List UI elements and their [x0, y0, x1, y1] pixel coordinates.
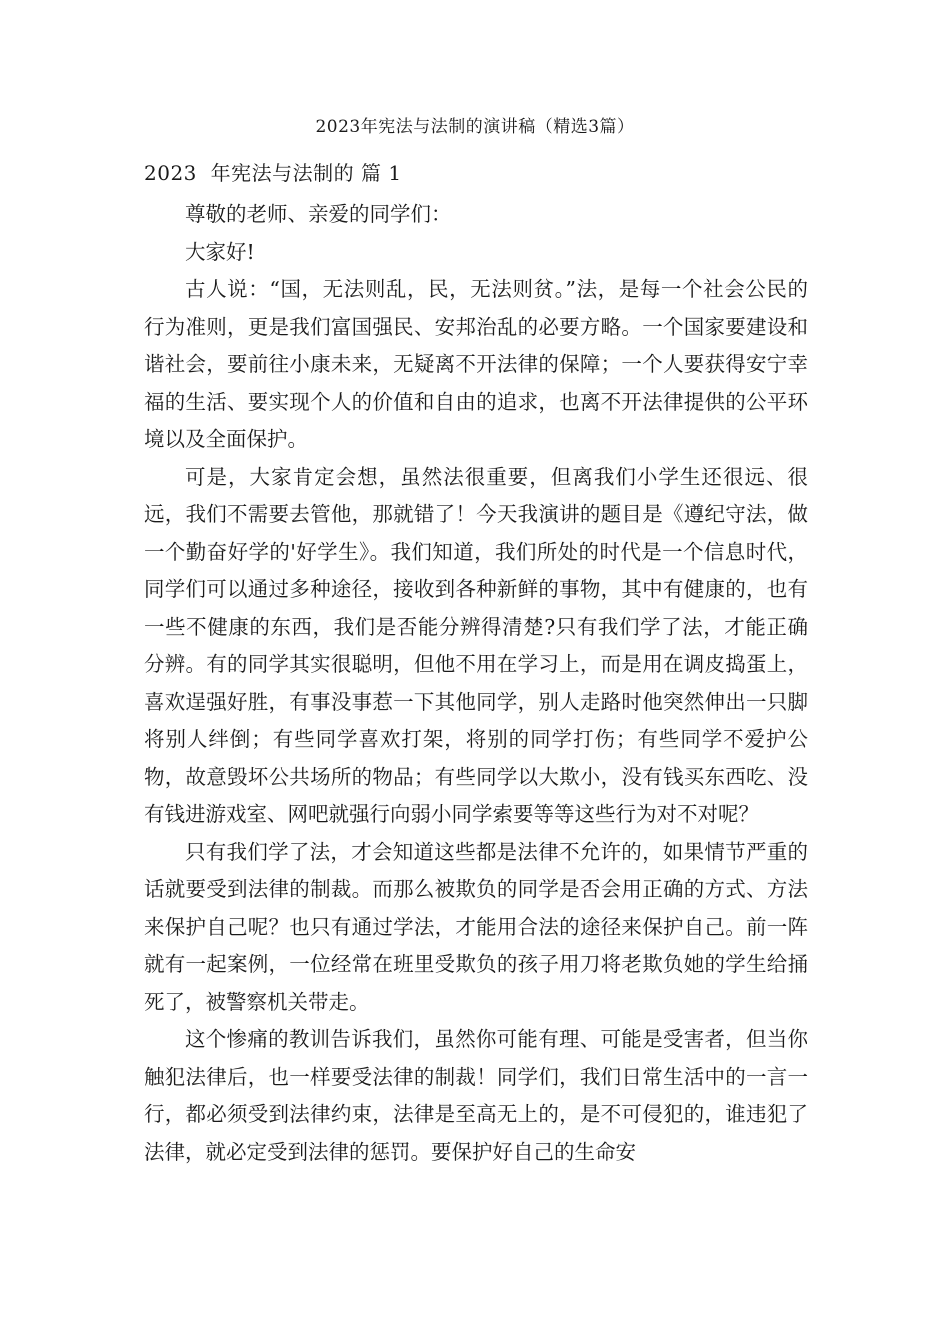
paragraph: 这个惨痛的教训告诉我们，虽然你可能有理、可能是受害者，但当你触犯法律后，也一样要受法律的制裁！同学们，我们日常生活中的一言一行，都必须受到法律约束，法律是至高无上的，是不可侵犯的，谁违犯了法律，就必定受到法律的惩罚。要保护好自己的生命安	[144, 1027, 808, 1164]
paragraph-greeting: 大家好!	[185, 239, 255, 264]
document-body	[144, 196, 808, 1171]
paragraph: 古人说：“国，无法则乱，民，无法则贫。”法，是每一个社会公民的行为准则，更是我们富国强民、安邦治乱的必要方略。一个国家要建设和谐社会，要前往小康未来，无疑离不开法律的保障；一个人要获得安宁幸福的生活、要实现个人的价值和自由的追求，也离不开法律提供的公平环境以及全面保护。	[144, 277, 808, 451]
document-title: 2023年宪法与法制的演讲稿（精选3篇）	[315, 117, 635, 137]
paragraph: 可是，大家肯定会想，虽然法很重要，但离我们小学生还很远、很远，我们不需要去管他，那就错了！今天我演讲的题目是《遵纪守法，做一个勤奋好学的'好学生》。我们知道，我们所处的时代是一个信息时代，同学们可以通过多种途径，接收到各种新鲜的事物，其中有健康的，也有一些不健康的东西，我们是否能分辨得清楚?只有我们学了法，才能正确分辨。有的同学其实很聪明，但他不用在学习上，而是用在调皮捣蛋上，喜欢逞强好胜，有事没事惹一下其他同学，别人走路时他突然伸出一只脚将别人绊倒；有些同学喜欢打架，将别的同学打伤；有些同学不爱护公物，故意毁坏公共场所的物品；有些同学以大欺小，没有钱买东西吃、没有钱进游戏室、网吧就强行向弱小同学索要等等这些行为对不对呢？	[144, 464, 808, 826]
section-heading: 2023 年宪法与法制的 篇 1	[144, 161, 402, 185]
paragraph-salutation: 尊敬的老师、亲爱的同学们：	[185, 202, 452, 226]
paragraph: 只有我们学了法，才会知道这些都是法律不允许的，如果情节严重的话就要受到法律的制裁。而那么被欺负的同学是否会用正确的方式、方法来保护自己呢？也只有通过学法，才能用合法的途径来保护自己。前一阵就有一起案例，一位经常在班里受欺负的孩子用刀将老欺负她的学生给捅死了，被警察机关带走。	[144, 839, 808, 1014]
